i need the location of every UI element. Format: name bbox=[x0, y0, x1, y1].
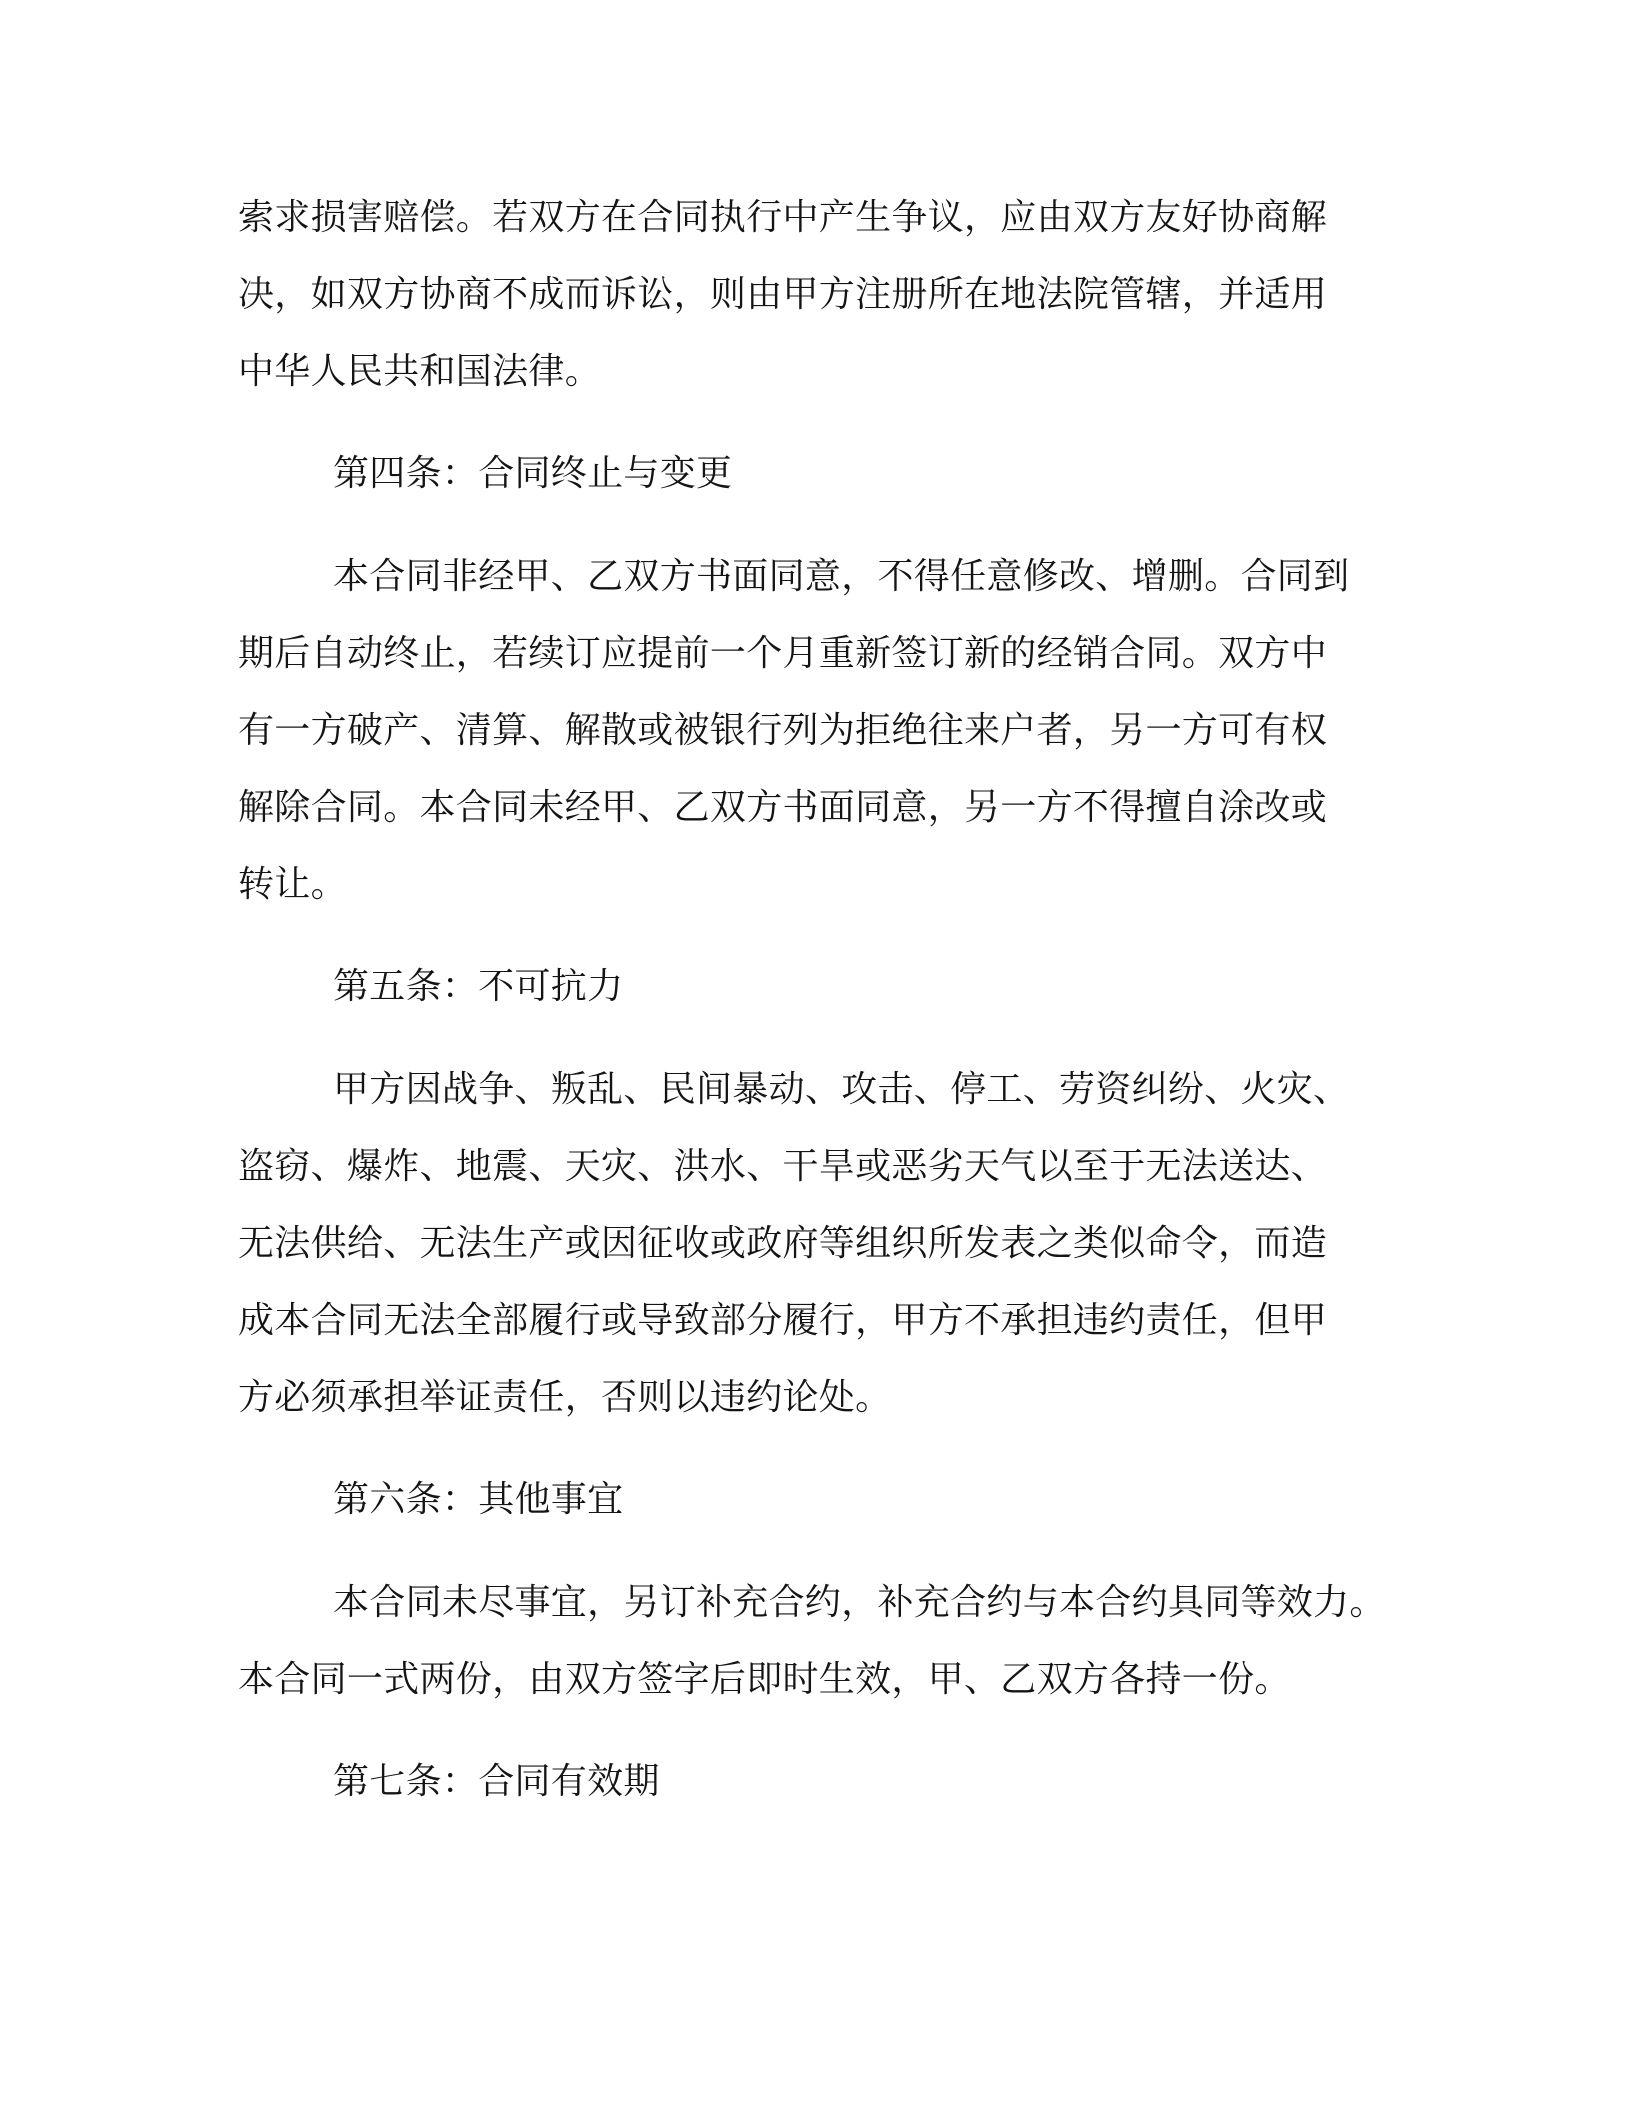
text-line: 中华人民共和国法律。 bbox=[238, 351, 602, 392]
text-line: 盗窃、爆炸、地震、天灾、洪水、干旱或恶劣天气以至于无法送达、 bbox=[238, 1146, 1328, 1187]
heading-article-6: 第六条：其他事宜 bbox=[333, 1479, 624, 1520]
text-line: 决，如双方协商不成而诉讼，则由甲方注册所在地法院管辖，并适用 bbox=[238, 274, 1328, 315]
text-line: 本合同一式两份，由双方签字后即时生效，甲、乙双方各持一份。 bbox=[238, 1659, 1291, 1700]
text-line: 方必须承担举证责任，否则以违约论处。 bbox=[238, 1377, 892, 1418]
heading-article-4: 第四条：合同终止与变更 bbox=[333, 453, 733, 494]
text-line: 无法供给、无法生产或因征收或政府等组织所发表之类似命令，而造 bbox=[238, 1223, 1328, 1264]
text-line: 本合同非经甲、乙双方书面同意，不得任意修改、增删。合同到 bbox=[333, 556, 1350, 597]
text-line: 甲方因战争、叛乱、民间暴动、攻击、停工、劳资纠纷、火灾、 bbox=[333, 1069, 1350, 1110]
heading-article-7: 第七条：合同有效期 bbox=[333, 1761, 660, 1802]
text-line: 转让。 bbox=[238, 864, 347, 905]
text-line: 期后自动终止，若续订应提前一个月重新签订新的经销合同。双方中 bbox=[238, 633, 1328, 674]
text-line: 索求损害赔偿。若双方在合同执行中产生争议，应由双方友好协商解 bbox=[238, 197, 1328, 238]
text-line: 成本合同无法全部履行或导致部分履行，甲方不承担违约责任，但甲 bbox=[238, 1300, 1328, 1341]
text-line: 解除合同。本合同未经甲、乙双方书面同意，另一方不得擅自涂改或 bbox=[238, 787, 1328, 828]
text-line: 有一方破产、清算、解散或被银行列为拒绝往来户者，另一方可有权 bbox=[238, 710, 1328, 751]
text-line: 本合同未尽事宜，另订补充合约，补充合约与本合约具同等效力。 bbox=[333, 1582, 1386, 1623]
heading-article-5: 第五条：不可抗力 bbox=[333, 966, 624, 1007]
